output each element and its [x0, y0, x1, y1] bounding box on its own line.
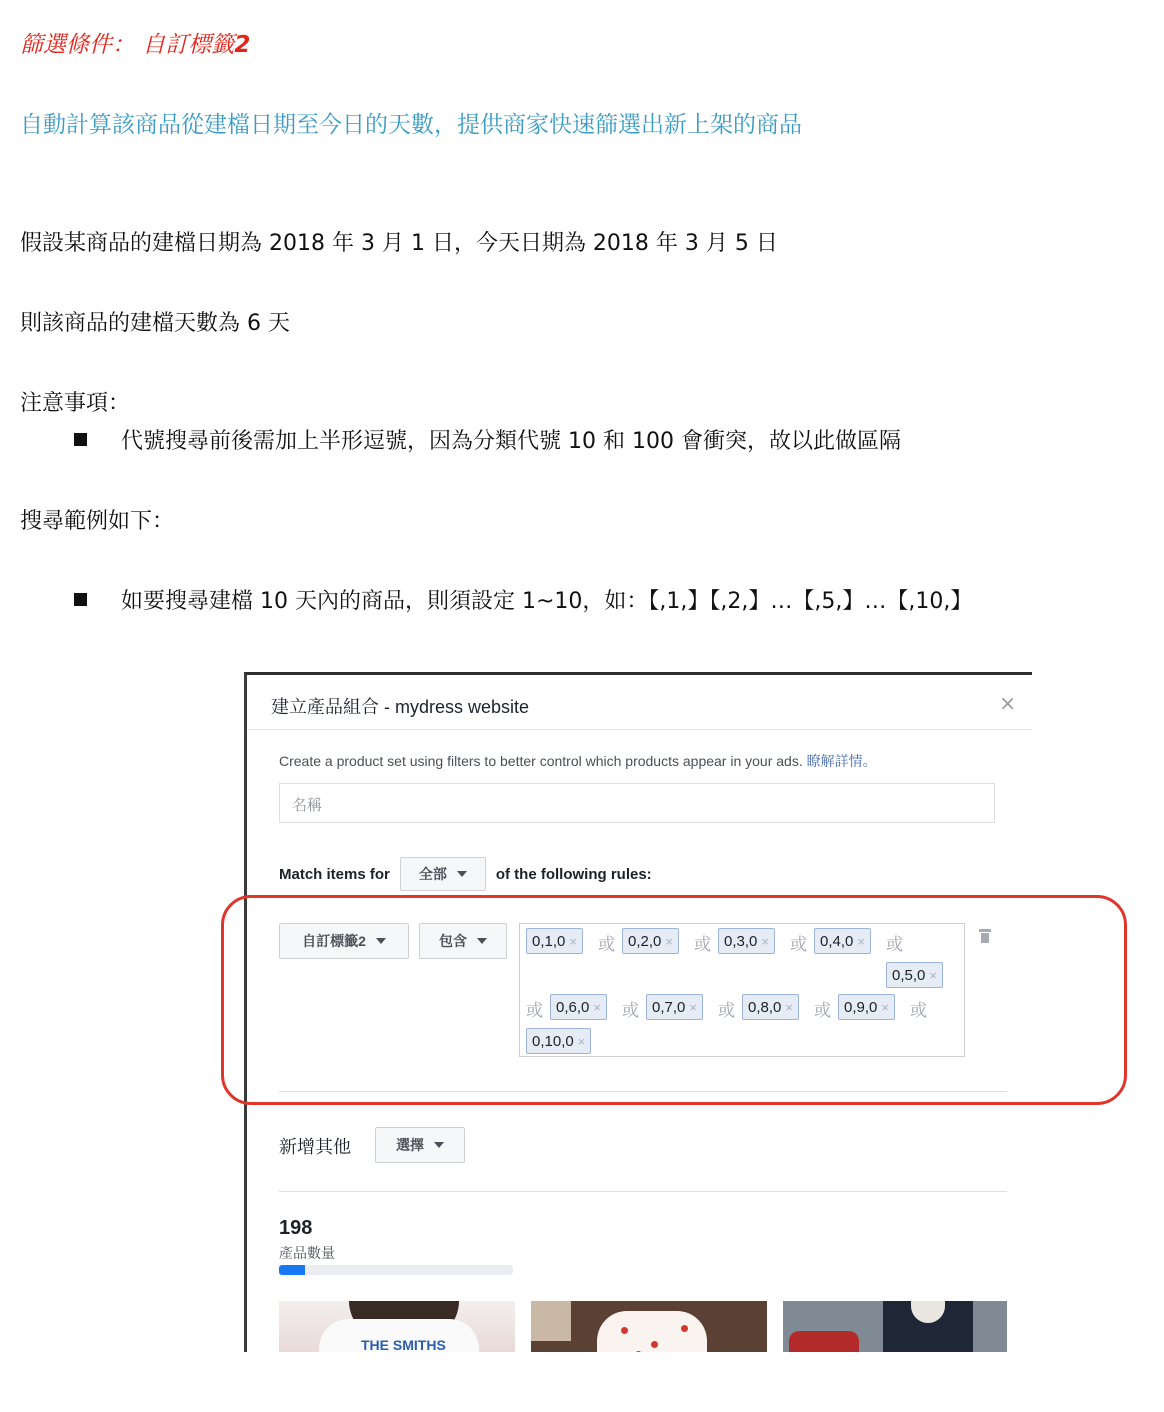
product-count-label: 產品數量: [279, 1246, 335, 1262]
rule-operator-value: 包含: [439, 933, 467, 949]
doc-subtitle: 自動計算該商品從建檔日期至今日的天數，提供商家快速篩選出新上架的商品: [20, 112, 802, 138]
or-separator: 或: [790, 935, 807, 955]
remove-tag-icon[interactable]: ×: [881, 999, 889, 1015]
examples-heading: 搜尋範例如下：: [20, 509, 175, 534]
tag-text: 0,5,0: [892, 966, 926, 984]
product-count-progress: [279, 1265, 513, 1275]
remove-tag-icon[interactable]: ×: [929, 967, 937, 983]
tag-text: 0,3,0: [724, 932, 758, 950]
add-other-dropdown[interactable]: [375, 1127, 465, 1163]
remove-tag-icon[interactable]: ×: [577, 1033, 586, 1049]
caret-down-icon: [434, 1142, 444, 1148]
example-bullet: [74, 584, 972, 615]
dialog-description: [279, 751, 877, 771]
remove-tag-icon[interactable]: ×: [593, 999, 601, 1015]
tag-text: 0,6,0: [556, 998, 590, 1016]
doc-title-text: 篩選條件： 自訂標籤: [20, 32, 235, 58]
note-text: 代號搜尋前後需加上半形逗號，因為分類代號 10 和 100 會衝突，故以此做區隔: [121, 429, 901, 454]
tag-text: 0,9,0: [844, 998, 878, 1016]
description-text: Create a product set using filters to better control which products appear in your ads.: [279, 753, 803, 769]
remove-tag-icon[interactable]: ×: [569, 933, 577, 949]
or-separator: 或: [718, 1001, 735, 1021]
or-separator: 或: [622, 1001, 639, 1021]
match-prefix: Match items for: [279, 865, 390, 883]
example-paragraph: 假設某商品的建檔日期為 2018 年 3 月 1 日，今天日期為 2018 年 3 月 5 日: [20, 231, 778, 256]
count-divider: [279, 1191, 1007, 1192]
tag-text: 0,7,0: [652, 998, 686, 1016]
doc-title-number: 2: [234, 32, 251, 58]
or-separator: 或: [886, 935, 903, 955]
product-thumbnail[interactable]: [531, 1301, 767, 1352]
add-other-label: 新增其他: [279, 1137, 351, 1158]
or-separator: 或: [526, 1001, 543, 1021]
or-separator: 或: [598, 935, 615, 955]
bullet-square-icon: [74, 433, 87, 446]
match-suffix: of the following rules:: [495, 865, 652, 883]
thumbnail-print-text: THE SMITHS: [361, 1337, 446, 1352]
name-input[interactable]: 名稱: [279, 783, 995, 823]
rule-field-value: 自訂標籤2: [302, 933, 366, 949]
remove-tag-icon[interactable]: ×: [785, 999, 793, 1015]
or-separator: 或: [694, 935, 711, 955]
dialog-header: [247, 675, 1032, 730]
product-thumbnail[interactable]: [279, 1301, 515, 1352]
tag-text: 0,10,0: [532, 1032, 574, 1050]
remove-tag-icon[interactable]: ×: [665, 933, 673, 949]
notes-heading: 注意事項：: [20, 391, 131, 416]
or-separator: 或: [814, 1001, 831, 1021]
result-paragraph: 則該商品的建檔天數為 6 天: [20, 311, 290, 336]
close-icon[interactable]: ×: [999, 691, 1016, 715]
match-value: 全部: [418, 866, 447, 882]
doc-title: [20, 26, 250, 59]
highlight-outline: [221, 895, 1127, 1105]
match-row: [279, 857, 652, 891]
product-count: 198: [279, 1217, 313, 1239]
tag-text: 0,2,0: [628, 932, 662, 950]
add-other-value: 選擇: [396, 1137, 424, 1153]
caret-down-icon: [457, 871, 467, 877]
match-dropdown[interactable]: [400, 857, 486, 891]
tag-text: 0,1,0: [532, 932, 566, 950]
product-thumbnail[interactable]: [783, 1301, 1007, 1352]
learn-more-link[interactable]: 瞭解詳情。: [806, 753, 877, 769]
bullet-square-icon: [74, 593, 87, 606]
example-text: 如要搜尋建檔 10 天內的商品，則須設定 1~10，如：【,1,】【,2,】…【,5,】…【,10,】: [121, 589, 973, 614]
remove-tag-icon[interactable]: ×: [689, 999, 697, 1015]
progress-fill: [279, 1265, 305, 1275]
dialog-title: 建立產品組合 - mydress website: [271, 697, 530, 717]
remove-tag-icon[interactable]: ×: [857, 933, 865, 949]
or-separator: 或: [910, 1001, 927, 1021]
note-bullet: [74, 424, 901, 455]
remove-tag-icon[interactable]: ×: [761, 933, 769, 949]
tag-text: 0,4,0: [820, 932, 854, 950]
tag-text: 0,8,0: [748, 998, 782, 1016]
